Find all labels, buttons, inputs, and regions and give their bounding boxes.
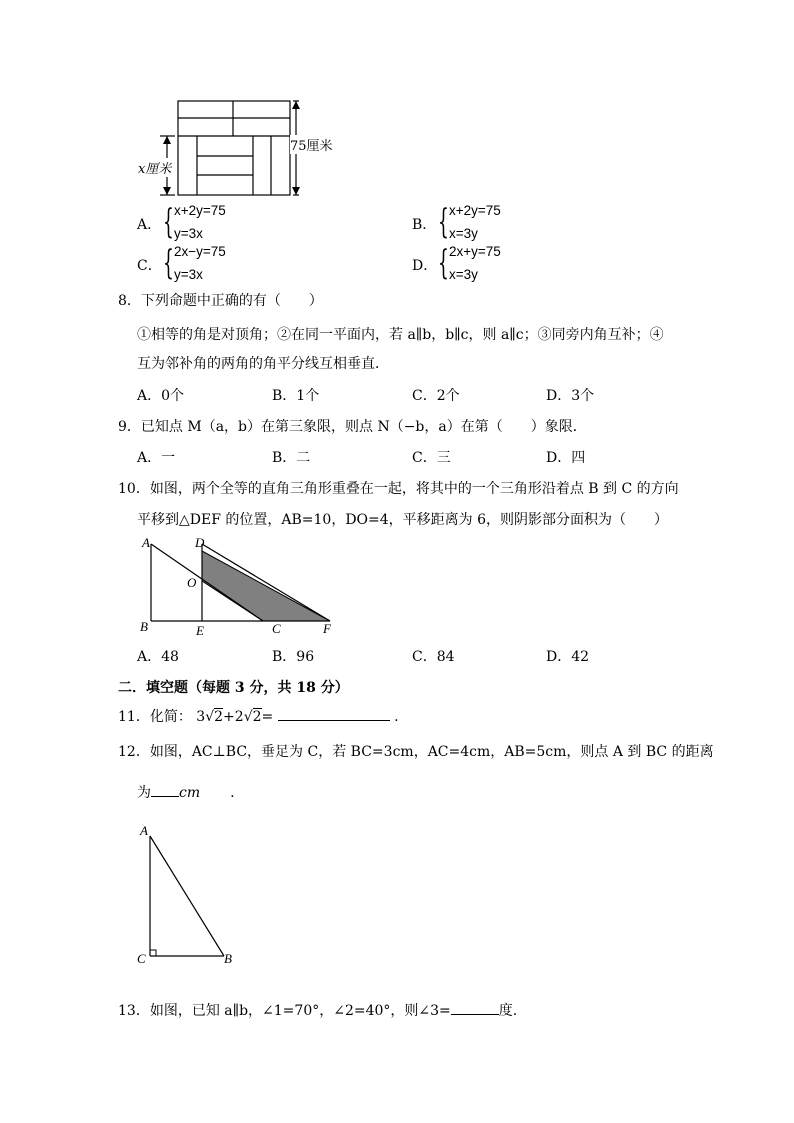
q7-option-d-brace: {	[438, 243, 449, 283]
q7-option-d-eq2: x=3y	[449, 267, 478, 282]
q10-label-o: O	[187, 575, 197, 590]
q11-end: .	[394, 709, 399, 725]
q12-label-b: B	[224, 951, 232, 966]
q10-option-c[interactable]: C．84	[412, 649, 455, 665]
q10-option-a[interactable]: A．48	[137, 649, 179, 665]
q7-option-b-eq2: x=3y	[449, 226, 478, 241]
q10-label-f: F	[323, 621, 331, 636]
q7-option-c-eq1: 2x−y=75	[174, 244, 226, 259]
q10-triangles-diagram	[135, 532, 345, 640]
q7-option-d-eq1: 2x+y=75	[449, 244, 501, 259]
q11-radicand-a: 2	[214, 709, 224, 725]
q12-line2	[137, 782, 235, 802]
q11-radicand-b: 2	[252, 709, 262, 725]
q10-label-e: E	[196, 623, 204, 638]
q10-option-b[interactable]: B．96	[272, 649, 315, 665]
q7-option-a-eq1: x+2y=75	[174, 203, 226, 218]
q10-label-b: B	[140, 619, 148, 634]
q7-label-x: x厘米	[138, 158, 171, 177]
q11	[118, 706, 399, 726]
sqrt-icon: √	[243, 709, 253, 725]
q8-stem: 8．下列命题中正确的有（ ）	[118, 293, 323, 309]
q8-option-b[interactable]: B．1个	[272, 388, 320, 404]
q7-option-d[interactable]	[412, 243, 612, 287]
q9-option-c[interactable]: C．三	[412, 450, 451, 466]
q13	[118, 1000, 517, 1020]
q7-figure	[135, 95, 355, 203]
q7-option-b-brace: {	[438, 202, 449, 242]
q12-answer-blank[interactable]	[151, 782, 179, 797]
q9-option-b[interactable]: B．二	[272, 450, 311, 466]
q13-answer-blank[interactable]	[451, 1000, 499, 1015]
q7-option-c-brace: {	[163, 243, 174, 283]
q11-expression	[196, 709, 273, 725]
q11-equals: =	[261, 709, 274, 725]
q10-figure	[135, 532, 345, 640]
q8-line2: 互为邻补角的两角的角平分线互相垂直．	[137, 356, 389, 372]
q7-option-c-eq2: y=3x	[174, 267, 203, 282]
q8-option-a[interactable]: A．0个	[137, 388, 185, 404]
q9-option-d[interactable]: D．四	[546, 450, 586, 466]
q7-option-b-letter: B．	[412, 217, 437, 233]
q7-option-a-eq2: y=3x	[174, 226, 203, 241]
q12-unit: cm	[179, 785, 201, 801]
q11-prefix: 11．化简：	[118, 709, 192, 725]
q12-line1: 12．如图，AC⊥BC，垂足为 C，若 BC=3cm，AC=4cm，AB=5cm，则点 A 到 BC 的距离	[118, 744, 714, 760]
q10-label-c: C	[272, 621, 281, 636]
q13-suffix: 度.	[498, 1003, 518, 1019]
q8-line1: ①相等的角是对顶角；②在同一平面内，若 a∥b，b∥c，则 a∥c；③同旁内角互补；④	[137, 327, 664, 343]
q11-answer-blank[interactable]	[278, 706, 390, 721]
q7-option-c-letter: C．	[137, 258, 162, 274]
q10-label-d: D	[195, 535, 205, 550]
q7-option-a[interactable]	[137, 202, 337, 246]
q7-option-d-letter: D．	[412, 258, 438, 274]
q12-prefix: 为	[137, 785, 151, 801]
q8-option-d[interactable]: D．3个	[546, 388, 595, 404]
q11-coef-b: +2	[223, 709, 244, 725]
q12-label-c: C	[137, 951, 146, 966]
q7-option-b[interactable]	[412, 202, 612, 246]
q7-option-a-letter: A．	[137, 217, 162, 233]
sqrt-icon: √	[205, 709, 215, 725]
q10-label-a: A	[142, 535, 150, 550]
q13-prefix: 13．如图，已知 a∥b，∠1=70°，∠2=40°，则∠3=	[118, 1003, 451, 1019]
section-2-title: 二．填空题（每题 3 分，共 18 分）	[118, 680, 349, 696]
q8-option-c[interactable]: C．2个	[412, 388, 460, 404]
q7-option-a-brace: {	[163, 202, 174, 242]
q12-figure	[134, 820, 244, 970]
q10-line1: 10．如图，两个全等的直角三角形重叠在一起，将其中的一个三角形沿着点 B 到 C 的方向	[118, 481, 679, 497]
q7-option-c[interactable]	[137, 243, 337, 287]
q11-coef-a: 3	[196, 709, 206, 725]
q7-option-b-eq1: x+2y=75	[449, 203, 501, 218]
q9-option-a[interactable]: A．一	[137, 450, 176, 466]
q10-option-d[interactable]: D．42	[546, 649, 590, 665]
q12-end: .	[230, 785, 235, 801]
q12-label-a: A	[140, 823, 148, 838]
q12-right-triangle	[134, 820, 244, 970]
q9-stem: 9．已知点 M（a，b）在第三象限，则点 N（−b，a）在第（ ）象限．	[118, 419, 587, 435]
q10-line2: 平移到△DEF 的位置，AB=10，DO=4，平移距离为 6，则阴影部分面积为（ ）	[137, 512, 669, 528]
q7-label-75: 75厘米	[290, 135, 333, 154]
